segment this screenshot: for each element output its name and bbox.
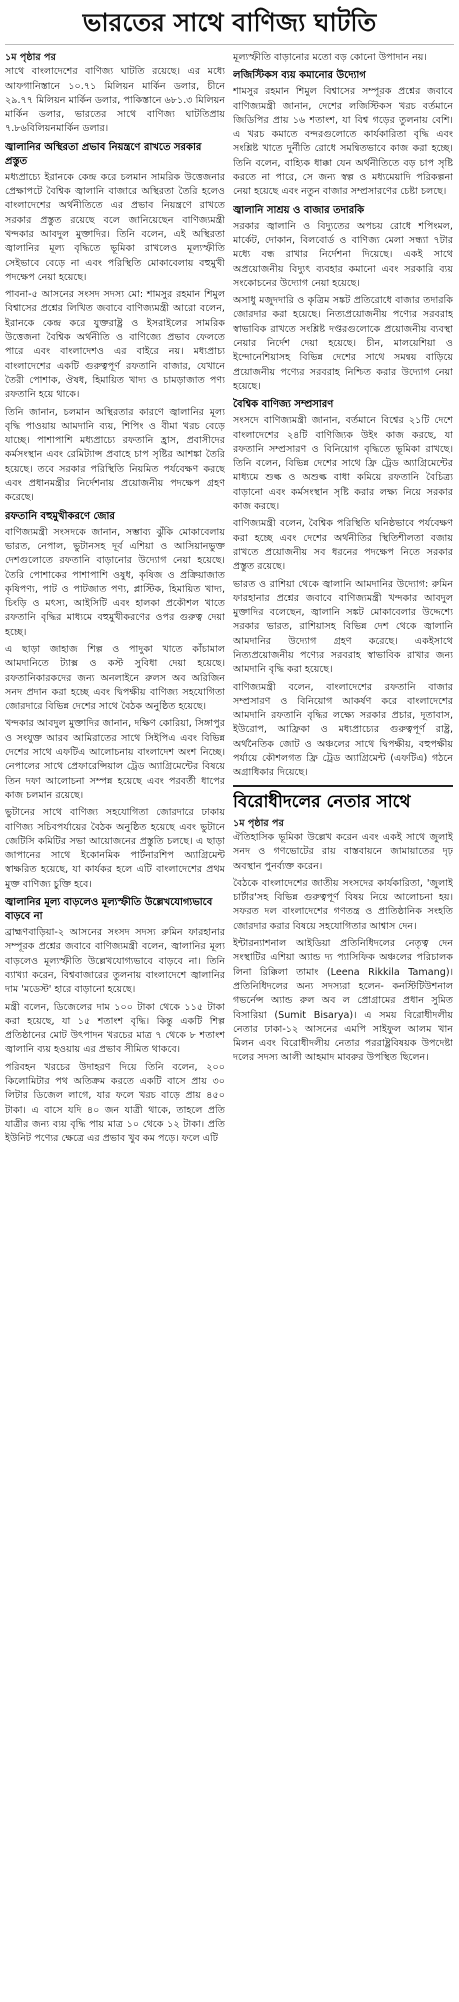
continued-label: ১ম পৃষ্ঠার পর bbox=[233, 817, 284, 829]
continued-label: ১ম পৃষ্ঠার পর bbox=[5, 52, 56, 63]
paragraph: ব্রাহ্মণবাড়িয়া-২ আসনের সংসদ সদস্য রুমিন ফারহানার সম্পূরক প্রশ্নের জবাবে বাণিজ্যমন্ত্রী বলেন, জ্বালানির মূল্য বাড়লেও মূল্যস্ফীতি উল্লেখযোগ্যভাবে বাড়বে না। তিনি ব্যাখ্যা করেন, বিশ্ববাজারের তুলনায় বাংলাদেশে জ্বালানির দাম 'মডেস্ট' হারে বাড়ানো হয়েছে। bbox=[5, 927, 225, 996]
paragraph: পরিবহন খরচের উদাহরণ দিয়ে তিনি বলেন, ২০০ কিলোমিটার পথ অতিক্রম করতে একটি বাসে প্রায় ৩০ লিটার ডিজেল লাগে, যার ফলে খরচ বাড়ে প্রায় ৪৫০ টাকা। এ বাসে যদি ৪০ জন যাত্রী থাকে, তাহলে প্রতি যাত্রীর জন্য ব্যয় বৃদ্ধি পায় মাত্র ১০ থেকে ১২ টাকা। প্রতি ইউনিট পণ্যের ক্ষেত্রে এর প্রভাব খুব কম পড়ে। ফলে এটি bbox=[5, 1061, 225, 1145]
subheading: লজিস্টিকস ব্যয় কমানোর উদ্যোগ bbox=[233, 70, 366, 82]
subheading: জ্বালানি সাশ্রয় ও বাজার তদারকি bbox=[233, 204, 365, 216]
paragraph: খন্দকার আবদুল মুক্তাদির জানান, দক্ষিণ কোরিয়া, সিঙ্গাপুর ও সংযুক্ত আরব আমিরাতের সাথে সিইপিএ এবং বিভিন্ন দেশের সাথে এফটিএ আলোচনায় বাংলাদেশ অংশ নিচ্ছে। নেপালের সাথে প্রেফারেন্সিয়াল ট্রেড অ্যাগ্রিমেন্টের বিষয়ে তিন দফা আলোচনা সম্পন্ন হয়েছে এবং পরবর্তী ধাপের কাজ চলমান রয়েছে। bbox=[5, 718, 225, 801]
paragraph: সাথে বাংলাদেশের বাণিজ্য ঘাটতি রয়েছে। এর মধ্যে আফগানিস্তানে ১০.৭১ মিলিয়ন মার্কিন ডলার, চীনে ২৯.৭৭ মিলিয়ন মার্কিন ডলার, পাকিস্তানে ৬৮১.৩ মিলিয়ন মার্কিন ডলার, ভারতের সাথে বাণিজ্য ঘাটতিপ্রায় ৭.৮৬বিলিয়নমার্কিন ডলার। bbox=[5, 66, 225, 135]
article-columns bbox=[5, 51, 454, 1999]
paragraph: বাণিজ্যমন্ত্রী সংসদকে জানান, সম্ভাব্য ঝুঁকি মোকাবেলায় ভারত, নেপাল, ভুটানসহ দূর্ব এশিয়া ও আসিয়ানভুক্ত দেশগুলোতে রফতানি বাড়ানোর উদ্যোগ নেয়া হয়েছে। তৈরি পোশাকের পাশাপাশি ওষুধ, কৃষিজ ও প্রক্রিয়াজাত কৃষিপণ্য, পাট ও পাটজাত পণ্য, প্লাস্টিক, হিমায়িত খাদ্য, চিংড়ি ও মৎস্য, আইসিটি এবং হালকা প্রকৌশল খাতে রফতানি বৃদ্ধির মাধ্যমে বহুমুখীকরণের ওপর গুরুত্ব দেয়া হচ্ছে। bbox=[5, 526, 225, 638]
paragraph: পাবনা-৫ আসনের সংসদ সদস্য মো: শামসুর রহমান শিমুল বিশ্বাসের প্রশ্নের লিখিত জবাবে বাণিজ্যমন্ত্রী আরো বলেন, ইরানকে কেন্দ্র করে যুক্তরাষ্ট্র ও ইসরাইলের সামরিক উত্তেজনা বৈশ্বিক অর্থনীতি ও বাণিজ্যে প্রভাব ফেলতে পারে এবং বাংলাদেশও এর বাইরে নয়। মধ্যপ্রাচ্য বাংলাদেশের একটি গুরুত্বপূর্ণ রফতানি বাজার, যেখানে তৈরী পোশাক, ঔষধ, হিমায়িত খাদ্য ও চামড়াজাত পণ্য রফতানি হয়ে থাকে। bbox=[5, 289, 225, 401]
paragraph: সরকার জ্বালানি ও বিদ্যুতের অপচয় রোধে শপিংমল, মার্কেট, দোকান, বিলবোর্ড ও বাণিজ্য মেলা সন্ধ্যা ৭টার মধ্যে বন্ধ রাখার নির্দেশনা দিয়েছে। একই সাথে অপ্রয়োজনীয় বিদ্যুৎ ব্যবহার কমানো এবং সরকারি ব্যয় সংকোচনের উদ্যোগ নেয়া হয়েছে। bbox=[233, 220, 453, 289]
paragraph: মূল্যস্ফীতি বাড়ানোর মতো বড় কোনো উপাদান নয়। bbox=[233, 52, 427, 63]
paragraph: ভুটানের সাথে বাণিজ্য সহযোগিতা জোরদারে ঢাকায় বাণিজ্য সচিবপর্যায়ের বৈঠক অনুষ্ঠিত হয়েছে এবং ভুটানে জেটিসি কমিটির সভা আয়োজনের প্রস্তুতি চলছে। এ ছাড়া জাপানের সাথে ইকোনমিক পার্টনারশিপ অ্যাগ্রিমেন্ট স্বাক্ষরিত হয়েছে, যা কার্যকর হলে এটি বাংলাদেশের প্রথম মুক্ত বাণিজ্য চুক্তি হবে। bbox=[5, 807, 225, 890]
subheading: জ্বালানির অস্থিরতা প্রভাব নিয়ন্ত্রণে রাখতে সরকার প্রস্তুত bbox=[5, 141, 202, 167]
paragraph: ভারত ও রাশিয়া থেকে জ্বালানি আমদানির উদ্যোগ: রুমিন ফারহানার প্রশ্নের জবাবে বাণিজ্যমন্ত্রী খন্দকার আবদুল মুক্তাদির বলেছেন, জ্বালানি সঙ্কট মোকাবেলার উদ্দেশ্যে সরকার ভারত, রাশিয়াসহ বিভিন্ন দেশ থেকে জ্বালানি আমদানির উদ্যোগ গ্রহণ করেছে। একইসাথে নিত্যপ্রয়োজনীয় পণ্যের সরবরাহ স্বাভাবিক রাখার জন্য আমদানি বৃদ্ধি করা হয়েছে। bbox=[233, 578, 453, 676]
paragraph: শামসুর রহমান শিমুল বিশ্বাসের সম্পূরক প্রশ্নের জবাবে বাণিজ্যমন্ত্রী জানান, দেশের লজিস্টিকস খরচ বর্তমানে জিডিপির প্রায় ১৬ শতাংশ, যা বিশ্ব গড়ের তুলনায় বেশি। এ খরচ কমাতে বন্দরগুলোতে কার্যকারিতা বৃদ্ধি এবং সংশ্লিষ্ট খাতে দুর্নীতি রোধে সমন্বিতভাবে কাজ করা হচ্ছে। তিনি বলেন, বাহ্যিক ধাক্কা যেন অর্থনীতিতে বড় চাপ সৃষ্টি করতে না পারে, সে জন্য স্বল্প ও মধ্যমেয়াদি পরিকল্পনা নেয়া হয়েছে এবং নতুন বাজার সম্প্রসারণের চেষ্টা চলছে। bbox=[233, 86, 453, 198]
paragraph: ঐতিহাসিক ভূমিকা উল্লেখ করেন এবং একই সাথে জুলাই সনদ ও গণভোটের রায় বাস্তবায়নে জামায়াতের দৃঢ় অবস্থান পুনর্ব্যক্ত করেন। bbox=[233, 831, 453, 872]
paragraph: বৈঠকে বাংলাদেশের জাতীয় সংসদের কার্যকারিতা, 'জুলাই চার্টার'সহ বিভিন্ন গুরুত্বপূর্ণ বিষয় নিয়ে আলোচনা হয়। সফরত দল বাংলাদেশের গণতন্ত্র ও প্রাতিষ্ঠানিক সংহতি জোরদার করার বিষয়ে সহযোগিতার আশ্বাস দেন। bbox=[233, 877, 453, 932]
second-article-headline: বিরোধীদলের নেতার সাথে bbox=[233, 785, 453, 813]
paragraph: বাণিজ্যমন্ত্রী বলেন, বাংলাদেশের রফতানি বাজার সম্প্রসারণ ও বিনিয়োগ আকর্ষণ করে বাংলাদেশের আমদানি রফতানি বৃদ্ধির লক্ষ্যে সরকার প্রচার, দূতাবাস, ইউরোপ, আফ্রিকা ও মধ্যপ্রাচ্যের গুরুত্বপূর্ণ রাষ্ট্র, অর্থনৈতিক জোট ও অঞ্চলের সাথে দ্বিপক্ষীয়, বহুপক্ষীয় পর্যায়ে কৌশলগত ফ্রি ট্রেড অ্যাগ্রিমেন্ট (এফটিএ) গঠনে অগ্রাধিকার দিয়েছে। bbox=[233, 681, 453, 779]
paragraph: এ ছাড়া জাহাজ শিল্প ও পাদুকা খাতে কাঁচামাল আমদানিতে ট্যাক্স ও কস্ট সুবিধা দেয়া হয়েছে। রফতানিকারকদের জন্য অনলাইনে রুলস অব অরিজিন সনদ প্রদান করা হচ্ছে এবং দ্বিপক্ষীয় বাণিজ্য সহযোগিতা জোরদারে বিভিন্ন দেশের সাথে বৈঠক অনুষ্ঠিত হয়েছে। bbox=[5, 643, 225, 713]
subheading: জ্বালানির মূল্য বাড়লেও মূল্যস্ফীতি উল্লেখযোগ্যভাবে বাড়বে না bbox=[5, 897, 213, 923]
subheading: বৈশ্বিক বাণিজ্য সম্প্রসারণ bbox=[233, 399, 334, 411]
paragraph: বাণিজ্যমন্ত্রী বলেন, বৈশ্বিক পরিস্থিতি ঘনিষ্ঠভাবে পর্যবেক্ষণ করা হচ্ছে এবং দেশের অর্থনীতির স্থিতিশীলতা বজায় রাখতে প্রয়োজনীয় সব ধরনের পদক্ষেপ নিতে সরকার প্রস্তুত রয়েছে। bbox=[233, 518, 453, 573]
right-column bbox=[233, 51, 453, 1999]
page-headline: ভারতের সাথে বাণিজ্য ঘাটতি bbox=[5, 4, 454, 45]
subheading: রফতানি বহুমুখীকরণে জোর bbox=[5, 510, 115, 522]
paragraph: ইন্টারন্যাশনাল আইডিয়া প্রতিনিধিদলের নেতৃত্ব দেন সংস্থাটির এশিয়া অ্যান্ড দ্য প্যাসিফিক অঞ্চলের পরিচালক লিনা রিক্কিলা তামাং (Leena Rikkila Tamang)। প্রতিনিধিদলের অন্য সদস্যরা হলেন- কনস্টিটিউশনাল গভর্নেন্স অ্যান্ড রুল অব ল প্রোগ্রামের প্রধান সুমিত বিসারিয়া (Sumit Bisarya)। এ সময় বিরোধীদলীয় নেতার ঢাকা-১২ আসনের এমপি সাইফুল আলম খান মিলন এবং বিরোধীদলীয় নেতার পররাষ্ট্রবিষয়ক উপদেষ্টা দলের সদস্য আলী আহমাদ মাবরুর উপস্থিত ছিলেন। bbox=[233, 938, 453, 1064]
paragraph: সংসদে বাণিজ্যমন্ত্রী জানান, বর্তমানে বিশ্বের ২১টি দেশে বাংলাদেশের ২৪টি বাণিজ্যিক উইং কাজ করছে, যা রফতানি সম্প্রসারণ ও বিনিয়োগ বৃদ্ধিতে ভূমিকা রাখছে। তিনি বলেন, বিভিন্ন দেশের সাথে ফ্রি ট্রেড অ্যাগ্রিমেন্টের মাধ্যমে শুল্ক ও অশুল্ক বাধা কমিয়ে রফতানি বৈচিত্র্য বাড়ানো এবং কর্মসংস্থান সৃষ্টি করার লক্ষ্য নিয়ে সরকার কাজ করছে। bbox=[233, 415, 453, 513]
paragraph: তিনি জানান, চলমান অস্থিরতার কারণে জ্বালানির মূল্য বৃদ্ধি পাওয়ায় আমদানি ব্যয়, শিপিং ও বীমা খরচ বেড়ে যাচ্ছে। পাশাপাশি মধ্যপ্রাচ্যে রফতানি হ্রাস, প্রবাসীদের কর্মসংস্থান এবং রেমিট্যান্স প্রবাহে চাপ সৃষ্টির আশঙ্কা তৈরি হয়েছে। তবে সরকার পরিস্থিতি নিয়মিত পর্যবেক্ষণ করছে এবং প্রধানমন্ত্রীর নির্দেশনায় প্রয়োজনীয় পদক্ষেপ গ্রহণ করেছে। bbox=[5, 406, 225, 504]
paragraph: মন্ত্রী বলেন, ডিজেলের দাম ১০০ টাকা থেকে ১১৫ টাকা করা হয়েছে, যা ১৫ শতাংশ বৃদ্ধি। কিন্তু একটি শিল্প প্রতিষ্ঠানের মোট উৎপাদন খরচের মাত্র ৭ থেকে ৮ শতাংশ জ্বালানি ব্যয় হওয়ায় এর প্রভাব সীমিত থাকবে। bbox=[5, 1001, 225, 1056]
paragraph: অসাধু মজুদদারি ও কৃত্রিম সঙ্কট প্রতিরোধে বাজার তদারকি জোরদার করা হয়েছে। নিত্যপ্রয়োজনীয় পণ্যের সরবরাহ স্বাভাবিক রাখতে সংশ্লিষ্ট দপ্তরগুলোকে প্রয়োজনীয় ব্যবস্থা নেয়ার নির্দেশ দেয়া হয়েছে। চীন, মালয়েশিয়া ও ইন্দোনেশিয়াসহ বিভিন্ন দেশের সাথে সমন্বয় বাড়িয়ে প্রয়োজনীয় পণ্যের সরবরাহ নিশ্চিত করার উদ্যোগ নেয়া হয়েছে। bbox=[233, 295, 453, 392]
left-column bbox=[5, 51, 225, 1999]
paragraph: মধ্যপ্রাচ্যে ইরানকে কেন্দ্র করে চলমান সামরিক উত্তেজনার প্রেক্ষাপটে বৈশ্বিক জ্বালানি বাজারে অস্থিরতা তৈরি হলেও বাংলাদেশের অর্থনীতিতে এর প্রভাব নিয়ন্ত্রণে রাখতে সরকার প্রস্তুত রয়েছে বলে জানিয়েছেন বাণিজ্যমন্ত্রী খন্দকার আবদুল মুক্তাদির। তিনি বলেন, এই অস্থিরতা জ্বালানির মূল্য বৃদ্ধিতে ভূমিকা রাখলেও মূল্যস্ফীতি সেইভাবে বেড়ে না এবং পরিস্থিতি মোকাবেলায় বহুমুখী পদক্ষেপ নেয়া হয়েছে। bbox=[5, 171, 225, 283]
